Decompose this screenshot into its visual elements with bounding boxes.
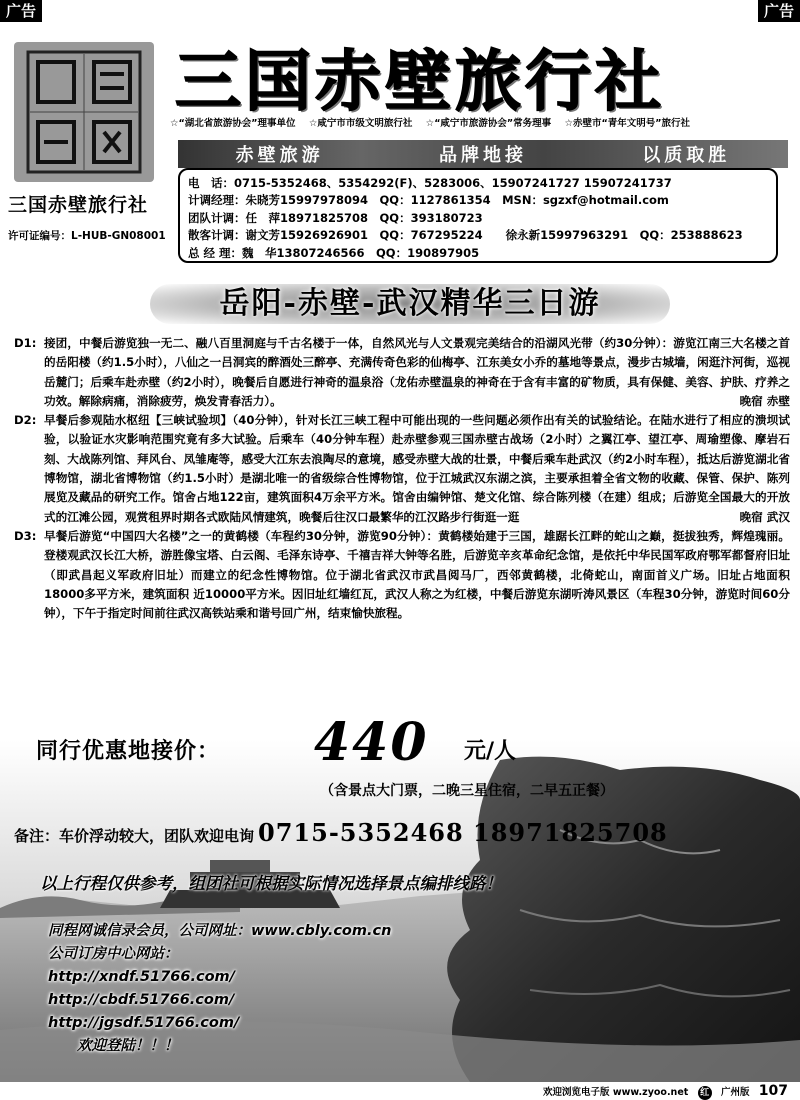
remark [14, 818, 668, 847]
day-stay: 晚宿 武汉 [739, 509, 790, 524]
route-title: 岳阳-赤壁-武汉精华三日游 [219, 286, 601, 321]
price-includes: （含景点大门票，二晚三星住宿，二早五正餐） [320, 783, 614, 799]
day-label: D2: [14, 413, 37, 428]
member-website-line[interactable]: 同程网诚信录会员，公司网址：www.cbly.com.cn [48, 923, 392, 939]
license-number: 许可证编号：L-HUB-GN08001 [8, 230, 166, 242]
website-link[interactable]: http://xndf.51766.com/ [48, 969, 235, 985]
page-number: 107 [758, 1083, 788, 1099]
association-item: ☆“湖北省旅游协会”理事单位 [170, 118, 296, 129]
ad-label-right: 广告 [758, 0, 800, 22]
price-amount: 440 [314, 712, 429, 773]
association-item: ☆“咸宁市旅游协会”常务理事 [425, 118, 552, 129]
contact-row: 团队计调：任 萍18971825708 QQ：393180723 [188, 210, 483, 225]
welcome-text: 欢迎登陆！！！ [48, 1038, 179, 1054]
footer-edition: 广州版 [720, 1087, 750, 1098]
price-label: 同行优惠地接价： [36, 739, 221, 764]
day-stay: 晚宿 赤壁 [739, 393, 790, 408]
itinerary-day [14, 411, 790, 527]
route-banner [110, 280, 710, 328]
slogan: 品牌地接 [438, 145, 527, 166]
ad-label-left: 广告 [0, 0, 42, 22]
contact-box [178, 168, 778, 263]
itinerary [14, 334, 790, 623]
page-footer [0, 1082, 800, 1100]
logo-seal [14, 42, 154, 182]
slogan: 以质取胜 [642, 145, 731, 166]
contact-row: 电 话：0715-5352468、5354292(F)、5283006、15907241727 15907241737 [188, 176, 672, 190]
day-label: D1: [14, 336, 37, 350]
website-link[interactable]: http://cbdf.51766.com/ [48, 992, 235, 1008]
association-list [170, 115, 795, 129]
booking-center-label: 公司订房中心网站： [48, 946, 179, 962]
logo-name: 三国赤壁旅行社 [8, 194, 149, 216]
day-label: D3: [14, 528, 37, 543]
day-text: 早餐后游览“中国四大名楼”之一的黄鹤楼（车程约30分钟，游览90分钟）：黄鹤楼始建于三国，雄踞长江畔的蛇山之巅，挺拔独秀，辉煌瑰丽。登楼观武汉长江大桥，游胜像宝塔、白云阁、毛泽东诗亭、千禧吉祥大钟等名胜，后游览辛亥革命纪念馆，是依托中华民国军政府鄂军都督府旧址（即武昌起义军政府旧址）而建立的纪念性博物馆。位于湖北省武汉市武昌阅马厂，西邻黄鹤楼，北倚蛇山，南面首义广场。旧址占地面积18000多平方米，建筑面积 近10000平方米。因旧址红墙红瓦，武汉人称之为红楼，中餐后游览东湖听涛风景区（车程30分钟，游览时间60分钟），下午于指定时间前往武汉高铁站乘和谐号回广州，结束愉快旅程。 [44, 528, 790, 621]
agency-title: 三国赤壁旅行社 [175, 42, 665, 120]
contact-row: 散客计调：谢文芳15926926901 QQ：767295224 徐永新15997963291 QQ：253888623 [188, 228, 743, 243]
day-text: 早餐后参观陆水枢纽【三峡试验坝】（40分钟），针对长江三峡工程中可能出现的一些问题必须作出有关的试验结论。在陆水进行了相应的溃坝试验，以验证水灾影响范围究竟有多大试验。后乘车（40分钟车程）赴赤壁参观三国赤壁古战场（2小时）之翼江亭、望江亭、周瑜塑像、摩岩石刻、大战陈列馆、拜风台、凤雏庵等，感受大江东去浪陶尽的意境，感受赤壁大战的壮景，中餐后乘车赴武汉（约2小时车程），抵达后游览湖北省博物馆，湖北省博物馆（约1.5小时）是湖北唯一的省级综合性博物馆，位于江城武汉东湖之滨，主要承担着全省文物的收藏、保管、保护、陈列展览及藏品的研究工作。馆舍占地122亩，建筑面积4万余平方米。馆舍由编钟馆、楚文化馆、综合陈列楼（在建）组成；后游览全国最大的开放式的江滩公园，观赏租界时期各式欧陆风情建筑，晚餐后往汉口最繁华的江汉路步行街逛一逛 [44, 413, 790, 524]
contact-row: 计调经理：朱晓芳15997978094 QQ：1127861354 MSN：sgzxf@hotmail.com [188, 193, 669, 208]
itinerary-day [14, 334, 790, 411]
website-links [48, 920, 391, 1058]
website-link[interactable]: http://jgsdf.51766.com/ [48, 1015, 240, 1031]
remark-phones: 0715-5352468 18971825708 [258, 818, 668, 847]
remark-label: 备注：车价浮动较大，团队欢迎电询 [14, 827, 255, 845]
seal-emblem-icon [24, 48, 144, 176]
slogan: 赤壁旅游 [235, 145, 324, 166]
itinerary-notice: 以上行程仅供参考，组团社可根据实际情况选择景点编排线路！ [40, 874, 502, 893]
contact-row: 总 经 理：魏 华13807246566 QQ：190897905 [188, 245, 480, 260]
slogan-band [178, 140, 788, 168]
itinerary-day [14, 527, 790, 623]
price-unit: 元/人 [464, 739, 517, 764]
day-text: 接团，中餐后游览独一无二、融八百里洞庭与千古名楼于一体，自然风光与人文景观完美结合的沿湖风光带（约30分钟）：游览江南三大名楼之首的岳阳楼（约1.5小时），八仙之一吕洞宾的醉酒处三醉亭、充满传奇色彩的仙梅亭、江东美女小乔的墓地等景点，漫步古城墙，闲逛汴河街，巡视岳麓门；后乘车赴赤壁（约2小时），晚餐后自愿进行神奇的温泉浴（龙佑赤壁温泉的神奇在于含有丰富的矿物质，具有保健、美容、护肤、疗养之功效。解除病痛，消除疲劳，焕发青春活力）。 [44, 336, 790, 408]
footer-text: 欢迎浏览电子版 www.zyoo.net [543, 1087, 689, 1098]
footer-mark: 红 [698, 1086, 712, 1100]
price-line [36, 712, 776, 772]
association-item: ☆咸宁市市级文明旅行社 [308, 118, 413, 129]
association-item: ☆赤壁市“青年文明号”旅行社 [564, 118, 691, 129]
